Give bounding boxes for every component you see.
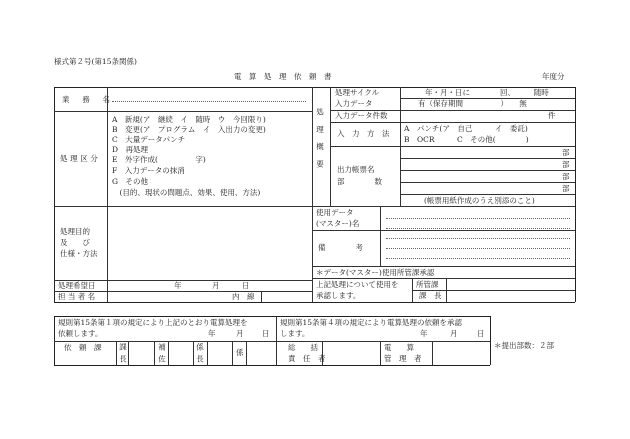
desired-date-day: 日	[242, 281, 250, 290]
rule1-text-1: 規則第15条第１項の規定により上記のとおり電算処理を	[58, 318, 248, 327]
sig-label-kakaricho: 係長	[195, 343, 205, 367]
requesting-dept-label: 依 頼 課	[64, 343, 102, 352]
category-item-e: E 外字作成( 字)	[112, 155, 206, 164]
output-unit-3: 部	[562, 172, 570, 181]
output-label-2: 部 数	[337, 177, 382, 186]
category-item-c: C 大量データパンチ	[112, 135, 186, 144]
input-method-line2: B OCR C その他( )	[404, 135, 529, 144]
general-manager-label-1: 総 括	[288, 343, 318, 352]
output-unit-4: 部	[562, 184, 570, 193]
cycle-values: 年・月・日に 回、 随時	[425, 88, 549, 97]
desired-date-month: 月	[212, 281, 220, 290]
business-name-label: 業 務 名	[62, 95, 113, 104]
category-item-b: B 変更(ア プログラム イ 入出力の変更)	[112, 125, 266, 134]
chief-label: 課 長	[419, 291, 442, 300]
rule1-year: 年	[208, 329, 216, 338]
input-count-unit: 件	[548, 111, 556, 120]
master-approval-note: ＊データ(マスター)使用所管課承認	[316, 268, 435, 277]
jurisdiction-label: 所管課	[416, 280, 439, 289]
rule4-month: 月	[450, 329, 458, 338]
category-item-d: D 再処理	[112, 145, 149, 154]
approval-text-2: 承認します。	[316, 291, 361, 300]
desired-date-label: 処理希望日	[58, 281, 96, 290]
purpose-label-2: 及 び	[60, 238, 90, 247]
rule1-month: 月	[236, 329, 244, 338]
output-label-1: 出力帳票名	[337, 165, 375, 174]
category-item-f: F 入力データの抹消	[112, 166, 185, 175]
rule1-day: 日	[262, 329, 270, 338]
copies-note: ＊提出部数：２部	[494, 341, 554, 350]
rule4-day: 日	[477, 329, 485, 338]
remarks-label: 備 考	[318, 243, 363, 252]
page-title: 電 算 処 理 依 頼 書	[234, 72, 332, 81]
purpose-label-1: 処理目的	[60, 227, 90, 236]
rule1-text-2: 依頼します。	[58, 329, 103, 338]
sig-label-kakari: 係	[236, 348, 244, 357]
general-manager-label-2: 責 任 者	[288, 354, 326, 363]
output-unit-1: 部	[562, 148, 570, 157]
fiscal-year-label: 年度分	[542, 72, 565, 81]
rule4-text-1: 規則第15条第４項の規定により電算処理の依頼を承認	[280, 318, 463, 327]
master-label-2: (マスター)名	[316, 219, 360, 228]
input-data-values: 有（保存期間 ） 無	[418, 99, 527, 108]
approval-text-1: 上記処理について使用を	[316, 280, 399, 289]
desired-date-year: 年	[174, 281, 182, 290]
person-label: 担 当 者 名	[58, 292, 96, 301]
cycle-label: 処理サイクル	[335, 88, 380, 97]
category-label: 処理区分	[60, 154, 101, 163]
sig-label-kacho: 課長	[118, 343, 128, 367]
input-count-label: 入力データ件数	[335, 111, 388, 120]
extension-label: 内 線	[232, 292, 255, 301]
rule4-text-2: します。	[280, 329, 310, 338]
sig-label-hosa: 補佐	[157, 343, 167, 367]
computer-manager-label-2: 管 理 者	[384, 354, 422, 363]
master-label-1: 使用データ	[316, 208, 354, 217]
form-number: 様式第２号(第15条関係)	[54, 57, 137, 66]
output-unit-2: 部	[562, 160, 570, 169]
output-note: (帳票用紙作成のうえ別添のこと)	[424, 196, 535, 205]
purpose-label-3: 仕様・方法	[60, 249, 98, 258]
rule4-year: 年	[420, 329, 428, 338]
category-item-note: (目的、現状の問題点、効果、使用、方法)	[112, 188, 261, 197]
summary-label: 処理概要	[315, 108, 325, 177]
category-item-g: G その他	[112, 177, 148, 186]
computer-manager-label-1: 電 算	[384, 343, 414, 352]
input-data-label: 入力データ	[335, 99, 373, 108]
input-method-line1: A パンチ(ア 自己 イ 委託)	[404, 124, 528, 133]
category-item-a: A 新規(ア 継続 イ 随時 ウ 今回限り)	[112, 115, 266, 124]
input-method-label: 入 力 方 法	[337, 129, 390, 138]
